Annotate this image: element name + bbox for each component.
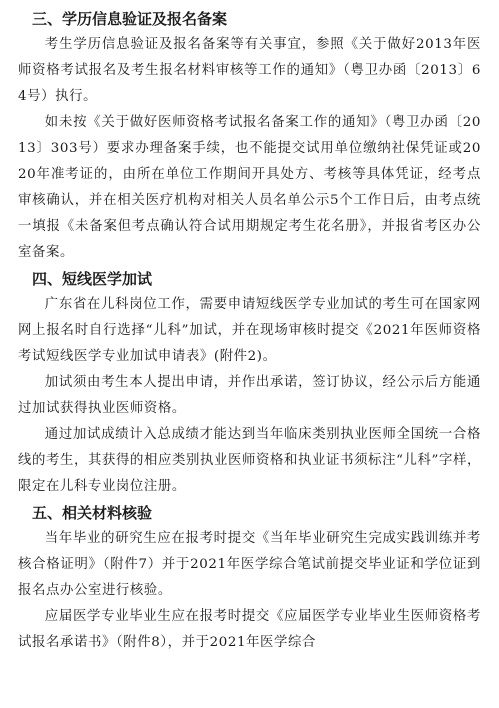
paragraph: 加试须由考生本人提出申请，并作出承诺，签订协议，经公示后方能通过加试获得执业医师资格。	[18, 375, 481, 416]
section-education-verification	[18, 6, 481, 266]
section-material-verification	[18, 500, 481, 656]
paragraph: 应届医学专业毕业生应在报考时提交《应届医学专业毕业生医师资格考试报名承诺书》（附件8），并于2021年医学综合	[18, 609, 481, 650]
paragraph: 通过加试成绩计入总成绩才能达到当年临床类别执业医师全国统一合格线的考生，其获得的相应类别执业医师资格和执业证书须标注“儿科”字样，限定在儿科专业岗位注册。	[18, 427, 481, 494]
section-shortage-specialty-exam	[18, 266, 481, 500]
paragraph: 如未按《关于做好医师资格考试报名备案工作的通知》（粤卫办函〔2013〕303号）要求办理备案手续，也不能提交试用单位缴纳社保凭证或2020年准考证的，由所在单位工作期间开具处方、考核等具体凭证，经考点审核确认，并在相关医疗机构对相关人员名单公示5个工作日后，由考点统一填报《未备案但考点确认符合试用期规定考生花名册》，并报省考区办公室备案。	[18, 115, 481, 260]
paragraph: 考生学历信息验证及报名备案等有关事宜，参照《关于做好2013年医师资格考试报名及考生报名材料审核等工作的通知》（粤卫办函〔2013〕64号）执行。	[18, 37, 481, 104]
section-heading: 四、短线医学加试	[32, 270, 153, 288]
section-heading: 三、学历信息验证及报名备案	[32, 10, 228, 28]
paragraph: 当年毕业的研究生应在报考时提交《当年毕业研究生完成实践训练并考核合格证明》（附件7）并于2021年医学综合笔试前提交毕业证和学位证到报名点办公室进行核验。	[18, 531, 481, 598]
paragraph: 广东省在儿科岗位工作，需要申请短线医学专业加试的考生可在国家网网上报名时自行选择“儿科”加试，并在现场审核时提交《2021年医师资格考试短线医学专业加试申请表》(附件2)。	[18, 297, 481, 364]
section-heading: 五、相关材料核验	[32, 504, 153, 522]
